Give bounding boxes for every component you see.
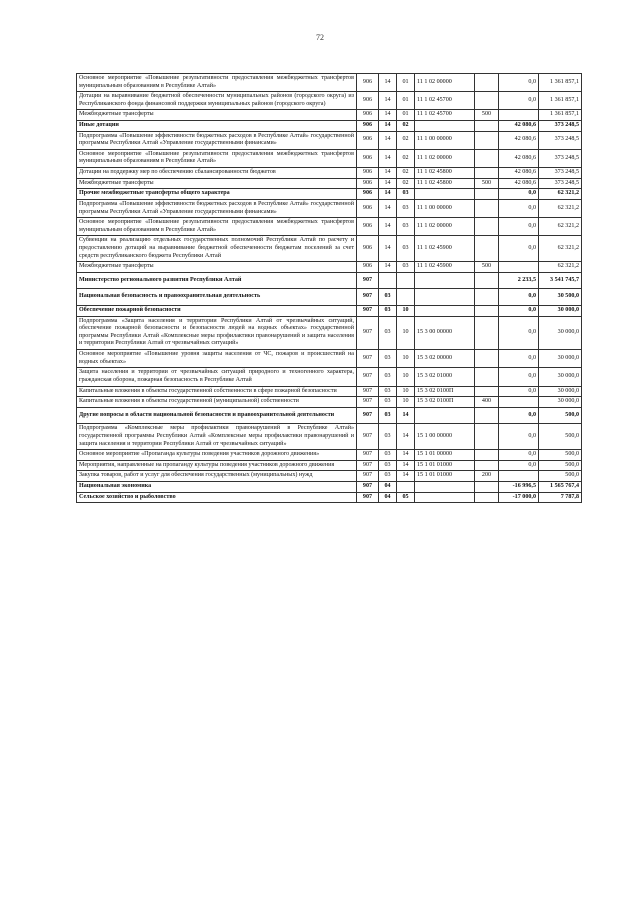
row-name: Подпрограмма «Комплексные меры профилактики правонарушений в Республике Алтай» государственной программы Республики Алтай «Комплексные меры профилактики правонарушений и защита населения и территории Республики Алтай от чрезвычайных ситуаций» bbox=[77, 424, 357, 450]
grbs-code: 907 bbox=[357, 471, 379, 482]
table-row bbox=[77, 492, 582, 503]
target-article-code bbox=[415, 492, 475, 503]
amount-change: 42 080,6 bbox=[499, 178, 539, 189]
budget-table bbox=[76, 73, 582, 503]
row-name: Прочие межбюджетные трансферты общего характера bbox=[77, 189, 357, 200]
row-name: Субвенции на реализацию отдельных государственных полномочий Республики Алтай по расчету и предоставлению дотаций на выравнивание бюджетной обеспеченности бюджетам поселений за счет средств республиканского бюджета Республики Алтай bbox=[77, 236, 357, 262]
amount-total: 62 321,2 bbox=[539, 199, 582, 217]
subsection-code: 14 bbox=[397, 450, 415, 461]
grbs-code: 907 bbox=[357, 492, 379, 503]
table-row bbox=[77, 131, 582, 149]
expense-type-code: 500 bbox=[475, 110, 499, 121]
grbs-code: 906 bbox=[357, 178, 379, 189]
grbs-code: 907 bbox=[357, 306, 379, 317]
table-row bbox=[77, 168, 582, 179]
section-code: 03 bbox=[379, 386, 397, 397]
expense-type-code: 400 bbox=[475, 397, 499, 408]
subsection-code: 05 bbox=[397, 492, 415, 503]
subsection-code: 10 bbox=[397, 386, 415, 397]
section-code: 03 bbox=[379, 424, 397, 450]
table-row bbox=[77, 289, 582, 306]
amount-change: 0,0 bbox=[499, 450, 539, 461]
grbs-code: 906 bbox=[357, 262, 379, 273]
subsection-code bbox=[397, 289, 415, 306]
grbs-code: 907 bbox=[357, 350, 379, 368]
target-article-code: 11 1 02 00000 bbox=[415, 74, 475, 92]
amount-total: 62 321,2 bbox=[539, 189, 582, 200]
section-code: 04 bbox=[379, 492, 397, 503]
amount-total: 30 000,0 bbox=[539, 306, 582, 317]
expense-type-code bbox=[475, 189, 499, 200]
section-code: 14 bbox=[379, 92, 397, 110]
row-name: Национальная экономика bbox=[77, 481, 357, 492]
table-row bbox=[77, 350, 582, 368]
amount-total: 373 248,5 bbox=[539, 178, 582, 189]
subsection-code: 14 bbox=[397, 407, 415, 424]
amount-total: 373 248,5 bbox=[539, 121, 582, 132]
target-article-code: 11 1 02 45900 bbox=[415, 262, 475, 273]
amount-change: 2 233,5 bbox=[499, 272, 539, 289]
target-article-code: 11 1 02 45900 bbox=[415, 236, 475, 262]
subsection-code: 03 bbox=[397, 262, 415, 273]
amount-total: 62 321,2 bbox=[539, 218, 582, 236]
amount-change: 0,0 bbox=[499, 368, 539, 386]
target-article-code: 11 1 02 45700 bbox=[415, 92, 475, 110]
grbs-code: 906 bbox=[357, 199, 379, 217]
table-row bbox=[77, 92, 582, 110]
amount-total: 62 321,2 bbox=[539, 262, 582, 273]
target-article-code bbox=[415, 272, 475, 289]
table-row bbox=[77, 110, 582, 121]
amount-change: 0,0 bbox=[499, 289, 539, 306]
amount-total: 30 000,0 bbox=[539, 386, 582, 397]
expense-type-code bbox=[475, 407, 499, 424]
row-name: Дотации на поддержку мер по обеспечению сбалансированности бюджетов bbox=[77, 168, 357, 179]
row-name: Подпрограмма «Повышение эффективности бюджетных расходов в Республике Алтай» государственной программы Республики Алтай «Управление государственными финансами» bbox=[77, 131, 357, 149]
expense-type-code bbox=[475, 131, 499, 149]
expense-type-code bbox=[475, 481, 499, 492]
row-name: Защита населения и территории от чрезвычайных ситуаций природного и техногенного характера, гражданская оборона, пожарная безопасность в Республике Алтай bbox=[77, 368, 357, 386]
amount-change: 42 080,6 bbox=[499, 168, 539, 179]
amount-total: 373 248,5 bbox=[539, 149, 582, 167]
amount-total: 7 787,8 bbox=[539, 492, 582, 503]
subsection-code: 14 bbox=[397, 424, 415, 450]
amount-change: 0,0 bbox=[499, 199, 539, 217]
subsection-code: 02 bbox=[397, 168, 415, 179]
amount-change bbox=[499, 397, 539, 408]
grbs-code: 906 bbox=[357, 121, 379, 132]
grbs-code: 907 bbox=[357, 397, 379, 408]
section-code: 14 bbox=[379, 168, 397, 179]
target-article-code bbox=[415, 121, 475, 132]
amount-total: 1 565 767,4 bbox=[539, 481, 582, 492]
grbs-code: 907 bbox=[357, 450, 379, 461]
row-name: Основное мероприятие «Повышение результативности предоставления межбюджетных трансфертов муниципальным образованиям в Республике Алтай» bbox=[77, 74, 357, 92]
amount-total: 373 248,5 bbox=[539, 168, 582, 179]
amount-change bbox=[499, 471, 539, 482]
expense-type-code bbox=[475, 74, 499, 92]
section-code: 03 bbox=[379, 306, 397, 317]
table-row bbox=[77, 121, 582, 132]
table-row bbox=[77, 460, 582, 471]
amount-total: 500,0 bbox=[539, 424, 582, 450]
amount-change: 0,0 bbox=[499, 236, 539, 262]
amount-change: 42 080,6 bbox=[499, 131, 539, 149]
expense-type-code bbox=[475, 149, 499, 167]
grbs-code: 906 bbox=[357, 168, 379, 179]
section-code: 14 bbox=[379, 262, 397, 273]
grbs-code: 907 bbox=[357, 407, 379, 424]
section-code: 03 bbox=[379, 368, 397, 386]
subsection-code: 02 bbox=[397, 149, 415, 167]
amount-change: 0,0 bbox=[499, 92, 539, 110]
section-code: 14 bbox=[379, 178, 397, 189]
amount-total: 500,0 bbox=[539, 407, 582, 424]
amount-change: 0,0 bbox=[499, 460, 539, 471]
grbs-code: 907 bbox=[357, 386, 379, 397]
amount-change: 0,0 bbox=[499, 316, 539, 349]
target-article-code: 15 3 02 01000 bbox=[415, 368, 475, 386]
target-article-code: 15 3 02 0100П bbox=[415, 386, 475, 397]
amount-change: 0,0 bbox=[499, 386, 539, 397]
table-row bbox=[77, 407, 582, 424]
target-article-code bbox=[415, 306, 475, 317]
subsection-code: 10 bbox=[397, 316, 415, 349]
section-code: 14 bbox=[379, 74, 397, 92]
grbs-code: 906 bbox=[357, 218, 379, 236]
expense-type-code: 500 bbox=[475, 178, 499, 189]
target-article-code: 15 1 01 00000 bbox=[415, 450, 475, 461]
subsection-code: 02 bbox=[397, 178, 415, 189]
target-article-code: 11 1 00 00000 bbox=[415, 131, 475, 149]
row-name: Основное мероприятие «Повышение уровня защиты населения от ЧС, пожаров и происшествий на водных объектах» bbox=[77, 350, 357, 368]
section-code: 03 bbox=[379, 350, 397, 368]
amount-change: 42 080,6 bbox=[499, 149, 539, 167]
target-article-code: 15 3 02 0100П bbox=[415, 397, 475, 408]
table-row bbox=[77, 397, 582, 408]
expense-type-code bbox=[475, 424, 499, 450]
table-row bbox=[77, 149, 582, 167]
amount-total: 500,0 bbox=[539, 471, 582, 482]
target-article-code: 15 1 01 01000 bbox=[415, 471, 475, 482]
expense-type-code bbox=[475, 350, 499, 368]
table-row bbox=[77, 272, 582, 289]
table-row bbox=[77, 481, 582, 492]
grbs-code: 906 bbox=[357, 131, 379, 149]
section-code: 14 bbox=[379, 189, 397, 200]
grbs-code: 907 bbox=[357, 272, 379, 289]
expense-type-code bbox=[475, 289, 499, 306]
expense-type-code bbox=[475, 121, 499, 132]
expense-type-code bbox=[475, 168, 499, 179]
table-row bbox=[77, 316, 582, 349]
row-name: Обеспечение пожарной безопасности bbox=[77, 306, 357, 317]
amount-total: 62 321,2 bbox=[539, 236, 582, 262]
grbs-code: 906 bbox=[357, 92, 379, 110]
expense-type-code bbox=[475, 368, 499, 386]
target-article-code: 11 1 02 00000 bbox=[415, 218, 475, 236]
grbs-code: 907 bbox=[357, 316, 379, 349]
table-row bbox=[77, 368, 582, 386]
table-row bbox=[77, 424, 582, 450]
expense-type-code bbox=[475, 236, 499, 262]
table-row bbox=[77, 199, 582, 217]
grbs-code: 906 bbox=[357, 236, 379, 262]
section-code: 03 bbox=[379, 460, 397, 471]
table-row bbox=[77, 178, 582, 189]
expense-type-code bbox=[475, 218, 499, 236]
section-code: 14 bbox=[379, 218, 397, 236]
amount-change bbox=[499, 262, 539, 273]
target-article-code bbox=[415, 289, 475, 306]
row-name: Подпрограмма «Повышение эффективности бюджетных расходов в Республике Алтай» государственной программы Республики Алтай «Управление государственными финансами» bbox=[77, 199, 357, 217]
amount-change: 0,0 bbox=[499, 424, 539, 450]
row-name: Министерство регионального развития Республики Алтай bbox=[77, 272, 357, 289]
expense-type-code bbox=[475, 316, 499, 349]
expense-type-code: 500 bbox=[475, 262, 499, 273]
row-name: Сельское хозяйство и рыболовство bbox=[77, 492, 357, 503]
target-article-code: 11 1 02 00000 bbox=[415, 149, 475, 167]
amount-total: 1 361 857,1 bbox=[539, 110, 582, 121]
target-article-code bbox=[415, 407, 475, 424]
target-article-code: 15 1 01 01000 bbox=[415, 460, 475, 471]
section-code: 14 bbox=[379, 199, 397, 217]
row-name: Межбюджетные трансферты bbox=[77, 178, 357, 189]
amount-total: 30 000,0 bbox=[539, 397, 582, 408]
subsection-code: 10 bbox=[397, 397, 415, 408]
table-row bbox=[77, 306, 582, 317]
expense-type-code bbox=[475, 386, 499, 397]
subsection-code bbox=[397, 481, 415, 492]
row-name: Основное мероприятие «Повышение результативности предоставления межбюджетных трансфертов муниципальным образованиям в Республике Алтай» bbox=[77, 218, 357, 236]
subsection-code: 03 bbox=[397, 189, 415, 200]
row-name: Иные дотации bbox=[77, 121, 357, 132]
expense-type-code bbox=[475, 492, 499, 503]
expense-type-code bbox=[475, 450, 499, 461]
subsection-code: 14 bbox=[397, 471, 415, 482]
subsection-code: 10 bbox=[397, 350, 415, 368]
grbs-code: 906 bbox=[357, 149, 379, 167]
amount-change: 0,0 bbox=[499, 218, 539, 236]
row-name: Мероприятия, направленные на пропаганду культуры поведения участников дорожного движения bbox=[77, 460, 357, 471]
grbs-code: 907 bbox=[357, 368, 379, 386]
target-article-code: 15 1 00 00000 bbox=[415, 424, 475, 450]
amount-total: 3 541 745,7 bbox=[539, 272, 582, 289]
grbs-code: 906 bbox=[357, 74, 379, 92]
subsection-code: 03 bbox=[397, 218, 415, 236]
section-code: 14 bbox=[379, 149, 397, 167]
amount-total: 1 361 857,1 bbox=[539, 92, 582, 110]
target-article-code: 11 1 02 45700 bbox=[415, 110, 475, 121]
row-name: Подпрограмма «Защита населения и территории Республики Алтай от чрезвычайных ситуаций, обеспечение пожарной безопасности и безопасности людей на водных объектах» государственной программы Республики Алтай «Комплексные меры профилактики правонарушений и защита населения и территории Республики Алтай от чрезвычайных ситуаций» bbox=[77, 316, 357, 349]
row-name: Дотации на выравнивание бюджетной обеспеченности муниципальных районов (городского округа) из Республиканского фонда финансовой поддержки муниципальных районов (городского округа) bbox=[77, 92, 357, 110]
subsection-code: 14 bbox=[397, 460, 415, 471]
grbs-code: 907 bbox=[357, 289, 379, 306]
page-number: 72 bbox=[316, 33, 324, 42]
amount-change: 0,0 bbox=[499, 189, 539, 200]
row-name: Национальная безопасность и правоохранительная деятельность bbox=[77, 289, 357, 306]
section-code: 03 bbox=[379, 407, 397, 424]
amount-change: -17 000,0 bbox=[499, 492, 539, 503]
subsection-code: 02 bbox=[397, 131, 415, 149]
table-row bbox=[77, 471, 582, 482]
amount-change: 0,0 bbox=[499, 407, 539, 424]
amount-change: 42 080,6 bbox=[499, 121, 539, 132]
target-article-code bbox=[415, 481, 475, 492]
subsection-code: 10 bbox=[397, 306, 415, 317]
subsection-code: 10 bbox=[397, 368, 415, 386]
section-code: 03 bbox=[379, 397, 397, 408]
row-name: Межбюджетные трансферты bbox=[77, 262, 357, 273]
amount-change bbox=[499, 110, 539, 121]
expense-type-code bbox=[475, 272, 499, 289]
section-code: 03 bbox=[379, 289, 397, 306]
expense-type-code bbox=[475, 460, 499, 471]
grbs-code: 907 bbox=[357, 424, 379, 450]
grbs-code: 907 bbox=[357, 481, 379, 492]
table-row bbox=[77, 386, 582, 397]
target-article-code: 11 1 02 45800 bbox=[415, 168, 475, 179]
expense-type-code bbox=[475, 306, 499, 317]
amount-total: 1 361 857,1 bbox=[539, 74, 582, 92]
target-article-code: 15 3 02 00000 bbox=[415, 350, 475, 368]
row-name: Межбюджетные трансферты bbox=[77, 110, 357, 121]
table-row bbox=[77, 218, 582, 236]
grbs-code: 906 bbox=[357, 110, 379, 121]
grbs-code: 906 bbox=[357, 189, 379, 200]
table-row bbox=[77, 189, 582, 200]
table-row bbox=[77, 236, 582, 262]
section-code: 03 bbox=[379, 450, 397, 461]
section-code bbox=[379, 272, 397, 289]
table-body bbox=[77, 74, 582, 503]
amount-change: 0,0 bbox=[499, 306, 539, 317]
subsection-code: 03 bbox=[397, 236, 415, 262]
section-code: 14 bbox=[379, 110, 397, 121]
amount-total: 30 500,0 bbox=[539, 289, 582, 306]
expense-type-code: 200 bbox=[475, 471, 499, 482]
expense-type-code bbox=[475, 92, 499, 110]
amount-total: 500,0 bbox=[539, 460, 582, 471]
expense-type-code bbox=[475, 199, 499, 217]
subsection-code: 01 bbox=[397, 92, 415, 110]
target-article-code bbox=[415, 189, 475, 200]
target-article-code: 11 1 02 45800 bbox=[415, 178, 475, 189]
subsection-code: 01 bbox=[397, 110, 415, 121]
amount-total: 373 248,5 bbox=[539, 131, 582, 149]
subsection-code: 02 bbox=[397, 121, 415, 132]
subsection-code: 03 bbox=[397, 199, 415, 217]
section-code: 03 bbox=[379, 471, 397, 482]
subsection-code bbox=[397, 272, 415, 289]
target-article-code: 11 1 00 00000 bbox=[415, 199, 475, 217]
amount-total: 30 000,0 bbox=[539, 350, 582, 368]
amount-total: 500,0 bbox=[539, 450, 582, 461]
amount-total: 30 000,0 bbox=[539, 316, 582, 349]
row-name: Основное мероприятие «Пропаганда культуры поведения участников дорожного движения» bbox=[77, 450, 357, 461]
section-code: 04 bbox=[379, 481, 397, 492]
section-code: 14 bbox=[379, 131, 397, 149]
subsection-code: 01 bbox=[397, 74, 415, 92]
section-code: 03 bbox=[379, 316, 397, 349]
section-code: 14 bbox=[379, 236, 397, 262]
section-code: 14 bbox=[379, 121, 397, 132]
table-row bbox=[77, 262, 582, 273]
amount-change: 0,0 bbox=[499, 350, 539, 368]
table-row bbox=[77, 450, 582, 461]
amount-change: 0,0 bbox=[499, 74, 539, 92]
amount-total: 30 000,0 bbox=[539, 368, 582, 386]
row-name: Закупка товаров, работ и услуг для обеспечения государственных (муниципальных) нужд bbox=[77, 471, 357, 482]
table-row bbox=[77, 74, 582, 92]
row-name: Основное мероприятие «Повышение результативности предоставления межбюджетных трансфертов муниципальным образованиям в Республике Алтай» bbox=[77, 149, 357, 167]
row-name: Капитальные вложения в объекты государственной (муниципальной) собственности bbox=[77, 397, 357, 408]
row-name: Другие вопросы в области национальной безопасности и правоохранительной деятельности bbox=[77, 407, 357, 424]
amount-change: -16 996,5 bbox=[499, 481, 539, 492]
row-name: Капитальные вложения в объекты государственной собственности в сфере пожарной безопасности bbox=[77, 386, 357, 397]
target-article-code: 15 3 00 00000 bbox=[415, 316, 475, 349]
grbs-code: 907 bbox=[357, 460, 379, 471]
